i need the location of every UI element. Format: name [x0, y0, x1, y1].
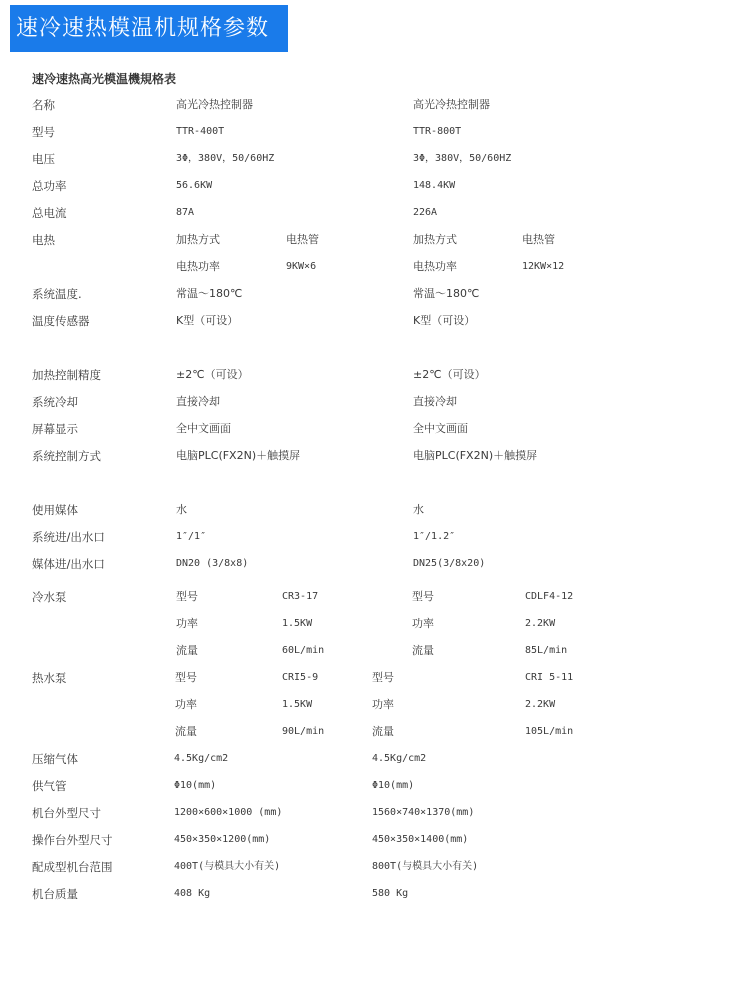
spec-value-800t: CDLF4-12 — [525, 591, 574, 602]
spec-value-800t: 105L/min — [525, 726, 574, 737]
spec-value-400t: 1200×600×1000 (mm) — [174, 807, 283, 818]
sub-label: 型号 — [372, 671, 394, 684]
spec-value-800t: ±2℃（可设） — [413, 368, 486, 381]
spec-value-800t: TTR-800T — [413, 126, 462, 137]
spec-value-400t: Φ10(mm) — [174, 780, 217, 791]
spec-value-800t: 12KW×12 — [522, 261, 565, 272]
row-label: 电压 — [32, 152, 55, 166]
sub-label: 型号 — [175, 671, 197, 684]
row-label: 热水泵 — [32, 671, 67, 685]
row-label: 屏幕显示 — [32, 422, 78, 436]
row-label: 系统控制方式 — [32, 449, 101, 463]
spec-value-800t: 450×350×1400(mm) — [372, 834, 469, 845]
spec-value-800t: 85L/min — [525, 645, 568, 656]
spec-value-400t: 直接冷却 — [176, 395, 220, 408]
spec-value-400t: 87A — [176, 207, 195, 218]
row-label: 系统冷却 — [32, 395, 78, 409]
spec-value-400t: 电热管 — [286, 233, 319, 246]
spec-value-400t: 9KW×6 — [286, 261, 317, 272]
spec-value-800t: DN25(3/8x20) — [413, 558, 486, 569]
row-label: 使用媒体 — [32, 503, 78, 517]
spec-value-400t: 400T(与模具大小有关) — [174, 861, 281, 872]
spec-value-400t: TTR-400T — [176, 126, 225, 137]
spec-value-400t: 90L/min — [282, 726, 325, 737]
row-label: 型号 — [32, 125, 55, 139]
spec-value-800t: 1560×740×1370(mm) — [372, 807, 475, 818]
spec-value-800t: 高光冷热控制器 — [413, 98, 490, 111]
sub-label: 型号 — [176, 590, 198, 603]
page-title-banner: 速冷速热模温机规格参数 — [10, 5, 288, 52]
sub-label: 流量 — [372, 725, 394, 738]
row-label: 总电流 — [32, 206, 67, 220]
spec-value-400t: 60L/min — [282, 645, 325, 656]
row-label: 冷水泵 — [32, 590, 67, 604]
spec-value-800t: CRI 5-11 — [525, 672, 574, 683]
row-label: 加热控制精度 — [32, 368, 101, 382]
spec-value-800t: 580 Kg — [372, 888, 409, 899]
sub-label: 加热方式 — [413, 233, 457, 246]
spec-value-800t: 2.2KW — [525, 699, 556, 710]
sub-label: 电热功率 — [413, 260, 457, 273]
spec-value-400t: ±2℃（可设） — [176, 368, 249, 381]
spec-value-800t: 148.4KW — [413, 180, 456, 191]
row-label: 系统进/出水口 — [32, 530, 105, 544]
row-label: 配成型机台范围 — [32, 860, 113, 874]
row-label: 压缩气体 — [32, 752, 78, 766]
spec-value-800t: 4.5Kg/cm2 — [372, 753, 427, 764]
spec-value-400t: 56.6KW — [176, 180, 213, 191]
spec-value-400t: 高光冷热控制器 — [176, 98, 253, 111]
spec-value-400t: 电脑PLC(FX2N)＋触摸屏 — [176, 449, 301, 462]
sub-label: 流量 — [176, 644, 198, 657]
spec-value-800t: 水 — [413, 503, 424, 516]
spec-table-title: 速冷速热高光模温機規格表 — [32, 72, 177, 86]
sub-label: 电热功率 — [176, 260, 220, 273]
row-label: 温度传感器 — [32, 314, 90, 328]
spec-value-400t: 全中文画面 — [176, 422, 231, 435]
spec-value-400t: CR3-17 — [282, 591, 319, 602]
spec-value-800t: 226A — [413, 207, 438, 218]
spec-value-400t: 常温～180℃ — [176, 287, 243, 300]
spec-value-800t: 常温～180℃ — [413, 287, 480, 300]
row-label: 供气管 — [32, 779, 67, 793]
spec-value-400t: 408 Kg — [174, 888, 211, 899]
row-label: 总功率 — [32, 179, 67, 193]
spec-value-400t: DN20 (3/8x8) — [176, 558, 249, 569]
spec-value-800t: 3Φ，380V，50/60HZ — [413, 153, 512, 164]
spec-value-400t: 1.5KW — [282, 618, 313, 629]
spec-value-400t: K型（可设） — [176, 314, 239, 327]
spec-value-800t: K型（可设） — [413, 314, 476, 327]
spec-value-800t: Φ10(mm) — [372, 780, 415, 791]
sub-label: 功率 — [412, 617, 434, 630]
sub-label: 功率 — [176, 617, 198, 630]
spec-value-800t: 电热管 — [522, 233, 555, 246]
spec-value-800t: 全中文画面 — [413, 422, 468, 435]
row-label: 媒体进/出水口 — [32, 557, 105, 571]
sub-label: 功率 — [175, 698, 197, 711]
spec-value-400t: 450×350×1200(mm) — [174, 834, 271, 845]
spec-value-800t: 2.2KW — [525, 618, 556, 629]
row-label: 名称 — [32, 98, 55, 112]
row-label: 电热 — [32, 233, 55, 247]
spec-value-400t: 1.5KW — [282, 699, 313, 710]
spec-value-800t: 1″/1.2″ — [413, 531, 456, 542]
sub-label: 流量 — [412, 644, 434, 657]
spec-value-800t: 直接冷却 — [413, 395, 457, 408]
spec-value-400t: 3Φ，380V，50/60HZ — [176, 153, 275, 164]
spec-value-400t: 1″/1″ — [176, 531, 207, 542]
spec-value-800t: 电脑PLC(FX2N)＋触摸屏 — [413, 449, 538, 462]
row-label: 操作台外型尺寸 — [32, 833, 113, 847]
sub-label: 加热方式 — [176, 233, 220, 246]
sub-label: 流量 — [175, 725, 197, 738]
sub-label: 型号 — [412, 590, 434, 603]
row-label: 机台质量 — [32, 887, 78, 901]
spec-value-400t: CRI5-9 — [282, 672, 319, 683]
row-label: 机台外型尺寸 — [32, 806, 101, 820]
spec-value-400t: 4.5Kg/cm2 — [174, 753, 229, 764]
sub-label: 功率 — [372, 698, 394, 711]
row-label: 系统温度. — [32, 287, 82, 301]
spec-value-400t: 水 — [176, 503, 187, 516]
spec-value-800t: 800T(与模具大小有关) — [372, 861, 479, 872]
